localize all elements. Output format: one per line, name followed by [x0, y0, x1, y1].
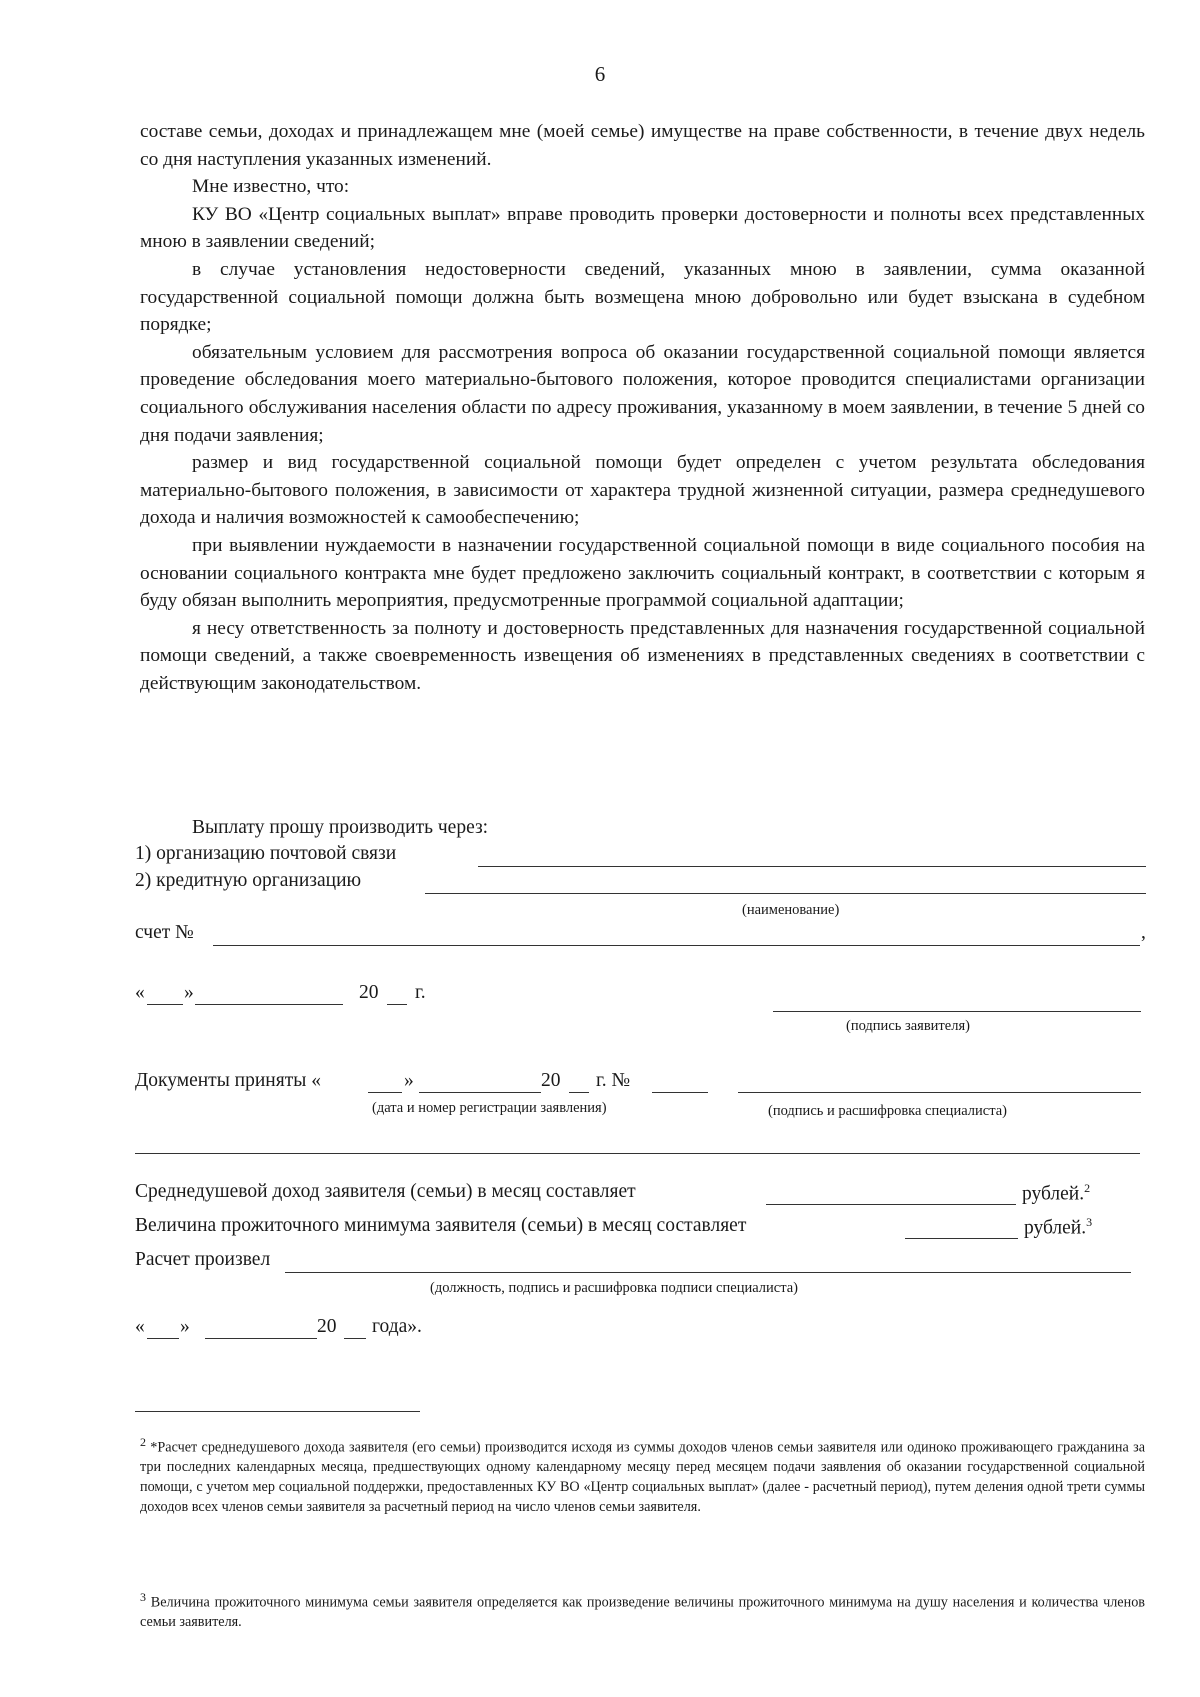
- applicant-signature-field[interactable]: [773, 1011, 1141, 1012]
- applicant-day-field[interactable]: [147, 1004, 183, 1005]
- documents-date-close: »: [404, 1070, 414, 1091]
- specialist-signature-caption: (подпись и расшифровка специалиста): [768, 1103, 1007, 1119]
- paragraph: в случае установления недостоверности сведений, указанных мною в заявлении, сумма оказанной государственной социальной помощи должна быть возмещена мною добровольно или будет взыскана в судебном порядке;: [140, 258, 1145, 336]
- income-unit-text: рублей.: [1022, 1183, 1085, 1205]
- footnote-2-text: [140, 1433, 1145, 1517]
- paragraph: Мне известно, что:: [192, 176, 350, 198]
- footnote-3: [140, 1588, 1145, 1633]
- payment-option-post: 1) организацию почтовой связи: [135, 843, 397, 864]
- minimum-label: Величина прожиточного минимума заявителя (семьи) в месяц составляет: [135, 1215, 747, 1236]
- income-field[interactable]: [766, 1204, 1016, 1205]
- documents-month-field[interactable]: [419, 1092, 541, 1093]
- applicant-date-open: «: [135, 982, 145, 1003]
- documents-accepted-label: Документы приняты «: [135, 1070, 321, 1091]
- final-year-suffix: года».: [372, 1316, 422, 1337]
- calc-author-caption: (должность, подпись и расшифровка подписи специалиста): [430, 1280, 798, 1296]
- bank-name-field[interactable]: [425, 893, 1146, 894]
- paragraph: КУ ВО «Центр социальных выплат» вправе проводить проверки достоверности и полноты всех представленных мною в заявлении сведений;: [140, 203, 1145, 253]
- final-month-field[interactable]: [205, 1338, 317, 1339]
- final-date-close: »: [180, 1316, 190, 1337]
- calc-author-field[interactable]: [285, 1272, 1131, 1273]
- footnote-separator: [135, 1411, 420, 1412]
- applicant-month-field[interactable]: [195, 1004, 343, 1005]
- registration-caption: (дата и номер регистрации заявления): [372, 1100, 607, 1116]
- minimum-unit-text: рублей.: [1024, 1217, 1087, 1239]
- income-label: Среднедушевой доход заявителя (семьи) в месяц составляет: [135, 1181, 636, 1202]
- documents-number-label: г. №: [596, 1070, 631, 1091]
- calc-author-label: Расчет произвел: [135, 1249, 271, 1270]
- applicant-signature-caption: (подпись заявителя): [846, 1018, 970, 1034]
- separator-line: [135, 1153, 1140, 1154]
- paragraph: при выявлении нуждаемости в назначении государственной социальной помощи в виде социального пособия на основании социального контракта мне будет предложено заключить социальный контракт, в соответствии с которым я буду обязан выполнить мероприятия, предусмотренные программой социальной адаптации;: [140, 534, 1145, 612]
- specialist-signature-field[interactable]: [738, 1092, 1141, 1093]
- footnote-3-text: [140, 1588, 1145, 1633]
- documents-year-prefix: 20: [541, 1070, 561, 1091]
- applicant-year-suffix: г.: [415, 982, 426, 1003]
- footnote-ref-2: 2: [1084, 1181, 1091, 1195]
- page-number: 6: [594, 62, 606, 86]
- account-label: счет №: [135, 922, 194, 943]
- minimum-field[interactable]: [905, 1238, 1018, 1239]
- applicant-year-field[interactable]: [387, 1004, 407, 1005]
- final-day-field[interactable]: [147, 1338, 179, 1339]
- account-end-mark: ,: [1141, 922, 1146, 943]
- post-office-field[interactable]: [478, 866, 1146, 867]
- income-unit: [1022, 1181, 1090, 1206]
- minimum-unit: [1024, 1215, 1092, 1240]
- final-date-open: «: [135, 1316, 145, 1337]
- paragraph: обязательным условием для рассмотрения вопроса об оказании государственной социальной помощи является проведение обследования моего материально-бытового положения, которое проводится специалистами организации социального обслуживания населения области по адресу проживания, указанному в моем заявлении, в течение 5 дней со дня подачи заявления;: [140, 341, 1145, 446]
- final-year-prefix: 20: [317, 1316, 337, 1337]
- paragraph: составе семьи, доходах и принадлежащем мне (моей семье) имуществе на праве собственности, в течение двух недель со дня наступления указанных изменений.: [140, 121, 1145, 170]
- documents-year-field[interactable]: [569, 1092, 589, 1093]
- bank-name-caption: (наименование): [742, 902, 840, 918]
- footnote-3-body: Величина прожиточного минимума семьи заявителя определяется как произведение величины прожиточного минимума на душу населения и количества членов семьи заявителя.: [140, 1594, 1145, 1631]
- footnote-ref-3: 3: [1086, 1215, 1093, 1229]
- account-number-field[interactable]: [213, 945, 1140, 946]
- applicant-date-close: »: [184, 982, 194, 1003]
- documents-day-field[interactable]: [368, 1092, 402, 1093]
- applicant-year-prefix: 20: [359, 982, 379, 1003]
- footnote-2: [140, 1433, 1145, 1517]
- statement-text: [140, 118, 1145, 697]
- documents-number-field[interactable]: [652, 1092, 708, 1093]
- payment-heading: Выплату прошу производить через:: [192, 817, 489, 838]
- paragraph: размер и вид государственной социальной помощи будет определен с учетом результата обследования материально-бытового положения, в зависимости от характера трудной жизненной ситуации, размера среднедушевого дохода и наличия возможностей к самообеспечению;: [140, 452, 1145, 529]
- footnote-2-body: *Расчет среднедушевого дохода заявителя (его семьи) производится исходя из суммы доходов членов семьи заявителя или одиноко проживающего гражданина за три последних календарных месяца, предшествующих одному календарному месяцу перед месяцем подачи заявления об оказании государственной социальной помощи, с учетом мер социальной поддержки, предоставленных КУ ВО «Центр социальных выплат» (далее - расчетный период), путем деления одной трети суммы доходов всех членов семьи заявителя за расчетный период на число членов семьи заявителя.: [140, 1439, 1145, 1515]
- footnote-3-mark: 3: [140, 1590, 146, 1604]
- payment-option-bank: 2) кредитную организацию: [135, 870, 362, 891]
- footnote-2-mark: 2: [140, 1435, 146, 1449]
- final-year-field[interactable]: [344, 1338, 366, 1339]
- paragraph: я несу ответственность за полноту и достоверность представленных для назначения государственной социальной помощи сведений, а также своевременность извещения об изменениях в представленных сведениях в соответствии с действующим законодательством.: [140, 617, 1145, 694]
